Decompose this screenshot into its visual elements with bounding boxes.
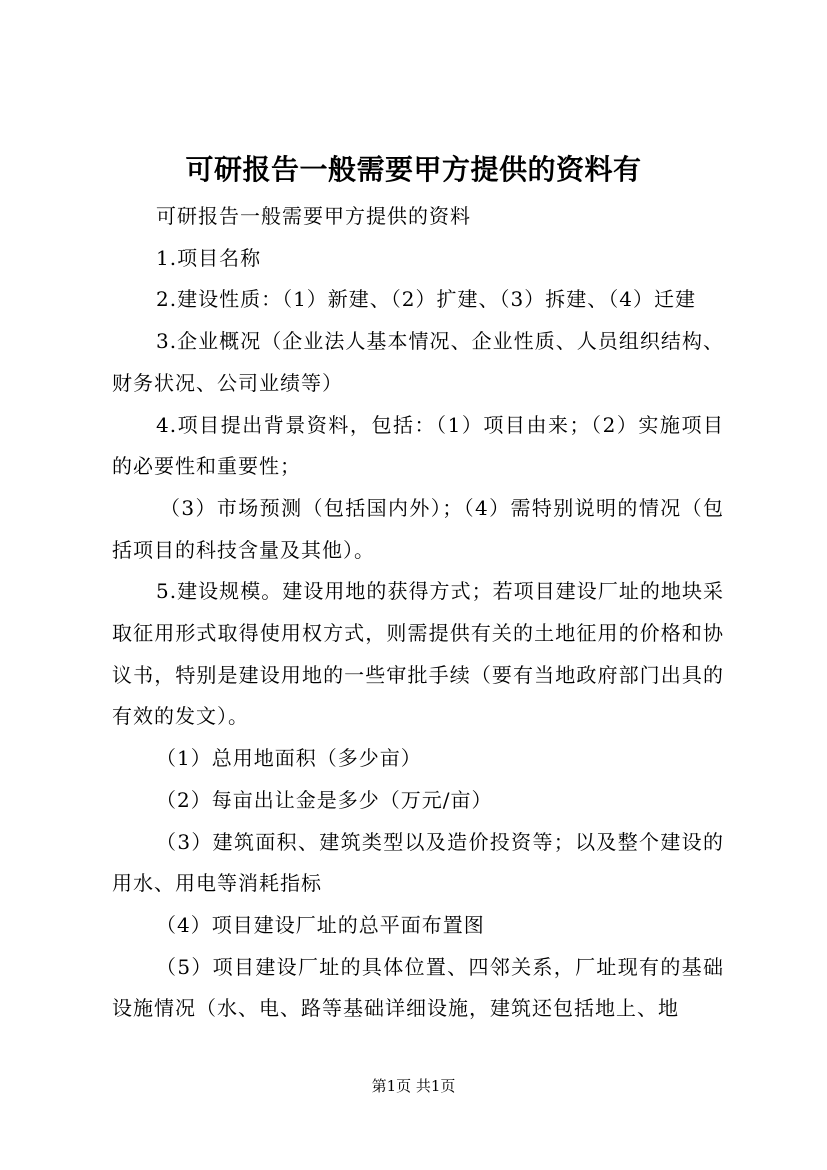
paragraph-total-land-area: （1）总用地面积（多少亩）: [156, 746, 422, 771]
paragraph-construction-nature: 2.建设性质：（1）新建、（2）扩建、（3）拆建、（4）迁建: [156, 287, 696, 312]
paragraph-intro: 可研报告一般需要甲方提供的资料: [156, 204, 471, 228]
paragraph-construction-scale: 5.建设规模。建设用地的获得方式；若项目建设厂址的地块采取征用形式取得使用权方式，则需提供有关的土地征用的价格和协议书，特别是建设用地的一些审批手续（要有当地政府部门出具的有效的发文）。: [112, 579, 724, 729]
paragraph-company-overview: 3.企业概况（企业法人基本情况、企业性质、人员组织结构、财务状况、公司业绩等）: [112, 329, 724, 395]
paragraph-site-location: （5）项目建设厂址的具体位置、四邻关系，厂址现有的基础设施情况（水、电、路等基础详细设施，建筑还包括地上、地: [112, 954, 724, 1021]
document-body: [112, 196, 724, 1030]
paragraph-market-forecast: （3）市场预测（包括国内外）；（4）需特别说明的情况（包括项目的科技含量及其他）。: [112, 495, 724, 562]
paragraph-project-background: 4.项目提出背景资料，包括：（1）项目由来；（2）实施项目的必要性和重要性；: [112, 412, 724, 479]
paragraph-site-layout: （4）项目建设厂址的总平面布置图: [156, 912, 485, 937]
paragraph-transfer-fee: （2）每亩出让金是多少（万元/亩）: [156, 787, 493, 812]
paragraph-building-area: （3）建筑面积、建筑类型以及造价投资等；以及整个建设的用水、用电等消耗指标: [112, 829, 724, 896]
document-title: 可研报告一般需要甲方提供的资料有: [185, 153, 642, 186]
paragraph-project-name: 1.项目名称: [156, 245, 262, 270]
page-footer: 第1页 共1页: [371, 1077, 456, 1095]
